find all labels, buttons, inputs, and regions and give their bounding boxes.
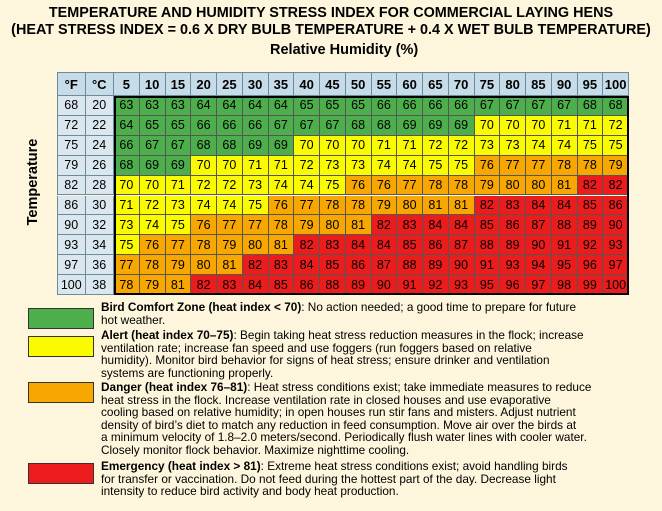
heat-index-cell: 71 (552, 116, 578, 136)
heat-index-cell: 89 (423, 255, 449, 275)
heat-index-cell: 76 (372, 176, 398, 196)
heat-index-cell: 75 (166, 215, 192, 235)
humidity-header-5: 5 (114, 72, 140, 96)
heat-index-cell: 73 (500, 136, 526, 156)
heat-index-cell: 92 (578, 235, 604, 255)
heat-index-cell: 75 (449, 156, 475, 176)
heat-index-cell: 85 (320, 255, 346, 275)
heat-index-cell: 73 (166, 196, 192, 216)
heat-index-cell: 66 (191, 116, 217, 136)
legend-emergency-text (101, 460, 656, 498)
humidity-header-60: 60 (397, 72, 423, 96)
temp-c-36: 36 (86, 255, 115, 275)
heat-index-cell: 78 (552, 156, 578, 176)
heat-index-cell: 82 (578, 176, 604, 196)
heat-index-cell: 77 (243, 215, 269, 235)
heat-index-cell: 75 (423, 156, 449, 176)
chart-title (0, 5, 662, 38)
heat-index-cell: 74 (191, 196, 217, 216)
temp-f-79: 79 (57, 156, 86, 176)
temp-f-75: 75 (57, 136, 86, 156)
temp-c-24: 24 (86, 136, 115, 156)
legend-danger-line-5: a minimum velocity of 1.8–2.0 meters/second. Periodically flush water lines with cooler water. (101, 430, 587, 445)
heat-index-cell: 75 (578, 136, 604, 156)
heat-index-cell: 80 (191, 255, 217, 275)
heat-index-cell: 63 (166, 96, 192, 116)
heat-index-cell: 72 (294, 156, 320, 176)
heat-index-cell: 86 (423, 235, 449, 255)
heat-index-cell: 64 (243, 96, 269, 116)
heat-index-cell: 90 (603, 215, 629, 235)
heat-index-cell: 86 (603, 196, 629, 216)
heat-index-cell: 74 (140, 215, 166, 235)
heat-index-cell: 81 (552, 176, 578, 196)
heat-index-cell: 85 (397, 235, 423, 255)
heat-index-cell: 83 (269, 255, 295, 275)
heat-index-cell: 82 (294, 235, 320, 255)
heat-index-cell: 67 (475, 96, 501, 116)
heat-index-cell: 89 (500, 235, 526, 255)
heat-index-cell: 68 (114, 156, 140, 176)
heat-index-cell: 64 (269, 96, 295, 116)
heat-index-cell: 87 (526, 215, 552, 235)
heat-index-cell: 83 (397, 215, 423, 235)
heat-index-cell: 82 (475, 196, 501, 216)
heat-index-cell: 76 (191, 215, 217, 235)
heat-index-cell: 65 (294, 96, 320, 116)
heat-index-cell: 70 (294, 136, 320, 156)
temp-c-32: 32 (86, 215, 115, 235)
heat-index-cell: 87 (372, 255, 398, 275)
heat-index-cell: 79 (166, 255, 192, 275)
heat-index-cell: 85 (475, 215, 501, 235)
heat-index-cell: 82 (603, 176, 629, 196)
heat-index-cell: 81 (269, 235, 295, 255)
humidity-header-35: 35 (269, 72, 295, 96)
humidity-header-10: 10 (140, 72, 166, 96)
heat-index-cell: 67 (552, 96, 578, 116)
heat-index-cell: 72 (217, 176, 243, 196)
heat-index-cell: 67 (269, 116, 295, 136)
heat-index-cell: 78 (269, 215, 295, 235)
heat-index-cell: 80 (243, 235, 269, 255)
heat-index-cell: 89 (578, 215, 604, 235)
legend-comfort-text (101, 301, 656, 326)
heat-index-cell: 79 (140, 275, 166, 295)
heat-index-cell: 82 (243, 255, 269, 275)
heat-index-cell: 76 (475, 156, 501, 176)
stress-index-table (57, 72, 629, 295)
heat-index-cell: 78 (114, 275, 140, 295)
humidity-header-75: 75 (475, 72, 501, 96)
heat-index-cell: 96 (500, 275, 526, 295)
heat-index-cell: 72 (140, 196, 166, 216)
humidity-header-100: 100 (603, 72, 629, 96)
heat-index-cell: 72 (191, 176, 217, 196)
heat-index-cell: 66 (423, 96, 449, 116)
heat-index-cell: 70 (140, 176, 166, 196)
heat-index-cell: 95 (552, 255, 578, 275)
heat-index-cell: 63 (140, 96, 166, 116)
legend-comfort-line-1: : No action needed; a good time to prepare for future (301, 300, 577, 314)
title-line-1: TEMPERATURE AND HUMIDITY STRESS INDEX FOR COMMERCIAL LAYING HENS (48, 5, 614, 21)
heat-index-cell: 88 (397, 255, 423, 275)
legend-emergency-line-3: intensity to reduce bird activity and body heat production. (101, 484, 399, 499)
heat-index-cell: 68 (346, 116, 372, 136)
heat-index-cell: 78 (423, 176, 449, 196)
heat-index-cell: 79 (372, 196, 398, 216)
heat-index-cell: 91 (552, 235, 578, 255)
heat-index-cell: 65 (140, 116, 166, 136)
heat-index-cell: 69 (243, 136, 269, 156)
heat-index-cell: 79 (475, 176, 501, 196)
heat-index-cell: 73 (475, 136, 501, 156)
heat-index-cell: 67 (140, 136, 166, 156)
heat-index-cell: 70 (114, 176, 140, 196)
heat-index-cell: 71 (243, 156, 269, 176)
heat-index-cell: 65 (320, 96, 346, 116)
heat-index-cell: 74 (294, 176, 320, 196)
heat-index-cell: 81 (166, 275, 192, 295)
heat-index-cell: 67 (320, 116, 346, 136)
temp-f-72: 72 (57, 116, 86, 136)
heat-index-cell: 71 (397, 136, 423, 156)
heat-index-cell: 90 (526, 235, 552, 255)
heat-index-cell: 80 (320, 215, 346, 235)
temp-f-90: 90 (57, 215, 86, 235)
legend-danger-line-2: heat stress in the flock. Increase ventilation rate in closed houses and use evaporative (101, 392, 551, 407)
heat-index-cell: 70 (320, 136, 346, 156)
heat-index-cell: 83 (217, 275, 243, 295)
heat-index-cell: 74 (397, 156, 423, 176)
heat-index-cell: 81 (449, 196, 475, 216)
heat-index-cell: 70 (346, 136, 372, 156)
temp-c-26: 26 (86, 156, 115, 176)
heat-index-cell: 84 (526, 196, 552, 216)
heat-index-cell: 70 (191, 156, 217, 176)
heat-index-cell: 71 (372, 136, 398, 156)
temp-f-93: 93 (57, 235, 86, 255)
heat-index-cell: 98 (552, 275, 578, 295)
heat-index-cell: 64 (217, 96, 243, 116)
legend-emergency-title: Emergency (heat index > 81) (101, 459, 261, 473)
heat-index-cell: 85 (578, 196, 604, 216)
temp-c-30: 30 (86, 196, 115, 216)
heat-index-cell: 84 (423, 215, 449, 235)
heat-index-cell: 82 (372, 215, 398, 235)
heat-index-cell: 84 (346, 235, 372, 255)
heat-index-cell: 77 (166, 235, 192, 255)
heat-index-cell: 73 (243, 176, 269, 196)
legend-danger-line-6: Closely monitor flock behavior. Maximize nighttime cooling. (101, 442, 410, 457)
heat-index-cell: 67 (166, 136, 192, 156)
heat-index-cell: 72 (449, 136, 475, 156)
heat-index-cell: 89 (346, 275, 372, 295)
heat-index-cell: 94 (526, 255, 552, 275)
header-celsius: °C (86, 72, 115, 96)
heat-index-cell: 75 (114, 235, 140, 255)
heat-index-cell: 76 (140, 235, 166, 255)
alert-swatch (28, 336, 94, 357)
heat-index-cell: 97 (526, 275, 552, 295)
heat-index-cell: 97 (603, 255, 629, 275)
legend-danger-text (101, 381, 656, 457)
heat-index-cell: 69 (423, 116, 449, 136)
humidity-header-20: 20 (191, 72, 217, 96)
heat-index-cell: 78 (449, 176, 475, 196)
temp-c-34: 34 (86, 235, 115, 255)
humidity-header-30: 30 (243, 72, 269, 96)
heat-index-cell: 67 (500, 96, 526, 116)
heat-index-cell: 84 (294, 255, 320, 275)
temp-c-38: 38 (86, 275, 115, 295)
heat-index-cell: 76 (346, 176, 372, 196)
heat-index-cell: 72 (603, 116, 629, 136)
heat-index-cell: 78 (578, 156, 604, 176)
heat-index-cell: 79 (294, 215, 320, 235)
humidity-header-70: 70 (449, 72, 475, 96)
heat-index-cell: 65 (166, 116, 192, 136)
heat-index-cell: 95 (475, 275, 501, 295)
heat-index-cell: 79 (603, 156, 629, 176)
heat-index-cell: 88 (320, 275, 346, 295)
heat-index-cell: 69 (166, 156, 192, 176)
heat-index-cell: 92 (423, 275, 449, 295)
heat-index-cell: 74 (372, 156, 398, 176)
legend-alert-text (101, 329, 656, 379)
temp-f-97: 97 (57, 255, 86, 275)
humidity-header-45: 45 (320, 72, 346, 96)
heat-index-cell: 84 (552, 196, 578, 216)
heat-index-cell: 68 (217, 136, 243, 156)
heat-index-cell: 66 (449, 96, 475, 116)
heat-index-cell: 93 (449, 275, 475, 295)
legend-emergency-line-1: : Extreme heat stress conditions exist; avoid handling birds (260, 459, 568, 473)
comfort-swatch (28, 308, 94, 329)
heat-index-cell: 75 (320, 176, 346, 196)
heat-index-cell: 67 (526, 96, 552, 116)
heat-index-cell: 65 (346, 96, 372, 116)
temp-f-100: 100 (57, 275, 86, 295)
heat-index-cell: 81 (346, 215, 372, 235)
temp-c-22: 22 (86, 116, 115, 136)
temp-c-28: 28 (86, 176, 115, 196)
humidity-header-80: 80 (500, 72, 526, 96)
heat-index-cell: 80 (526, 176, 552, 196)
heat-index-cell: 96 (578, 255, 604, 275)
humidity-header-25: 25 (217, 72, 243, 96)
danger-swatch (28, 382, 94, 403)
heat-index-cell: 86 (294, 275, 320, 295)
heat-index-cell: 100 (603, 275, 629, 295)
heat-index-cell: 71 (578, 116, 604, 136)
legend-alert-line-4: systems are functioning properly. (101, 365, 274, 380)
legend-comfort-line-2: hot weather. (101, 312, 166, 327)
humidity-header-95: 95 (578, 72, 604, 96)
heat-index-cell: 82 (191, 275, 217, 295)
temp-f-68: 68 (57, 96, 86, 116)
header-fahrenheit: °F (57, 72, 86, 96)
heat-index-cell: 87 (449, 235, 475, 255)
heat-index-cell: 75 (603, 136, 629, 156)
heat-index-cell: 75 (243, 196, 269, 216)
heat-index-cell: 77 (500, 156, 526, 176)
heat-index-cell: 71 (114, 196, 140, 216)
heat-index-cell: 69 (397, 116, 423, 136)
humidity-header-15: 15 (166, 72, 192, 96)
temp-f-86: 86 (57, 196, 86, 216)
humidity-header-40: 40 (294, 72, 320, 96)
legend-alert-line-2: ventilation rate; increase fan speed and use foggers (run foggers based on relative (101, 340, 532, 355)
heat-index-cell: 76 (269, 196, 295, 216)
heat-index-cell: 70 (500, 116, 526, 136)
temperature-axis-label: Temperature (25, 138, 41, 226)
heat-index-cell: 78 (191, 235, 217, 255)
heat-index-cell: 63 (114, 96, 140, 116)
heat-index-cell: 66 (243, 116, 269, 136)
heat-index-cell: 78 (346, 196, 372, 216)
heat-index-cell: 74 (552, 136, 578, 156)
heat-index-cell: 88 (475, 235, 501, 255)
title-line-2: (HEAT STRESS INDEX = 0.6 X DRY BULB TEMPERATURE + 0.4 X WET BULB TEMPERATURE) (11, 21, 651, 38)
heat-index-cell: 70 (475, 116, 501, 136)
heat-index-cell: 84 (449, 215, 475, 235)
emergency-swatch (28, 463, 94, 484)
heat-index-cell: 68 (578, 96, 604, 116)
temp-c-20: 20 (86, 96, 115, 116)
heat-index-cell: 91 (397, 275, 423, 295)
heat-index-cell: 81 (423, 196, 449, 216)
heat-index-cell: 74 (526, 136, 552, 156)
legend-danger-line-3: cooling based on relative humidity; in open houses run stir fans and misters. Adjust nutrient (101, 405, 576, 420)
heat-index-cell: 83 (320, 235, 346, 255)
heat-index-cell: 90 (372, 275, 398, 295)
heat-index-cell: 91 (475, 255, 501, 275)
heat-index-cell: 74 (269, 176, 295, 196)
heat-index-cell: 84 (372, 235, 398, 255)
heat-index-cell: 68 (603, 96, 629, 116)
heat-index-cell: 77 (526, 156, 552, 176)
humidity-header-50: 50 (346, 72, 372, 96)
heat-index-cell: 88 (552, 215, 578, 235)
heat-index-cell: 64 (191, 96, 217, 116)
heat-index-cell: 66 (114, 136, 140, 156)
heat-index-cell: 67 (294, 116, 320, 136)
heat-index-cell: 73 (114, 215, 140, 235)
heat-index-cell: 73 (320, 156, 346, 176)
humidity-header-90: 90 (552, 72, 578, 96)
heat-index-cell: 73 (346, 156, 372, 176)
heat-index-cell: 66 (372, 96, 398, 116)
heat-index-cell: 90 (449, 255, 475, 275)
legend-danger-line-4: density of bird’s diet to match any reduction in feed consumption. Move air over the birds at (101, 417, 577, 432)
legend-emergency-line-2: for transfer or vaccination. Do not feed during the hottest part of the day. Decrease light (101, 471, 556, 486)
temp-f-82: 82 (57, 176, 86, 196)
heat-index-cell: 80 (397, 196, 423, 216)
heat-index-cell: 79 (217, 235, 243, 255)
heat-index-cell: 77 (397, 176, 423, 196)
heat-index-cell: 85 (269, 275, 295, 295)
humidity-header-85: 85 (526, 72, 552, 96)
heat-index-cell: 69 (269, 136, 295, 156)
heat-index-cell: 86 (500, 215, 526, 235)
heat-index-cell: 69 (140, 156, 166, 176)
heat-index-cell: 77 (217, 215, 243, 235)
heat-index-cell: 70 (526, 116, 552, 136)
heat-index-cell: 93 (603, 235, 629, 255)
heat-index-cell: 78 (140, 255, 166, 275)
heat-index-cell: 71 (269, 156, 295, 176)
legend-danger-title: Danger (heat index 76–81) (101, 380, 248, 394)
heat-index-cell: 80 (500, 176, 526, 196)
legend-alert-line-1: : Begin taking heat stress reduction measures in the flock; increase (233, 328, 584, 342)
heat-index-cell: 68 (372, 116, 398, 136)
legend-alert-line-3: humidity). Monitor bird behavior for signs of heat stress; ensure drinker and ventilation (101, 353, 550, 368)
humidity-header-65: 65 (423, 72, 449, 96)
heat-index-cell: 66 (397, 96, 423, 116)
humidity-header-55: 55 (372, 72, 398, 96)
heat-index-cell: 69 (449, 116, 475, 136)
heat-index-cell: 77 (294, 196, 320, 216)
legend-alert-title: Alert (heat index 70–75) (101, 328, 234, 342)
heat-index-cell: 93 (500, 255, 526, 275)
heat-index-cell: 83 (500, 196, 526, 216)
heat-index-cell: 70 (217, 156, 243, 176)
heat-index-cell: 74 (217, 196, 243, 216)
heat-index-cell: 72 (423, 136, 449, 156)
heat-index-cell: 77 (114, 255, 140, 275)
heat-index-cell: 99 (578, 275, 604, 295)
heat-index-cell: 84 (243, 275, 269, 295)
heat-index-cell: 78 (320, 196, 346, 216)
heat-index-cell: 86 (346, 255, 372, 275)
heat-index-cell: 81 (217, 255, 243, 275)
relative-humidity-label: Relative Humidity (%) (270, 42, 419, 58)
heat-index-cell: 66 (217, 116, 243, 136)
heat-index-cell: 71 (166, 176, 192, 196)
heat-index-cell: 64 (114, 116, 140, 136)
legend-comfort-title: Bird Comfort Zone (heat index < 70) (101, 300, 302, 314)
heat-index-cell: 68 (191, 136, 217, 156)
legend-danger-line-1: : Heat stress conditions exist; take immediate measures to reduce (247, 380, 592, 394)
